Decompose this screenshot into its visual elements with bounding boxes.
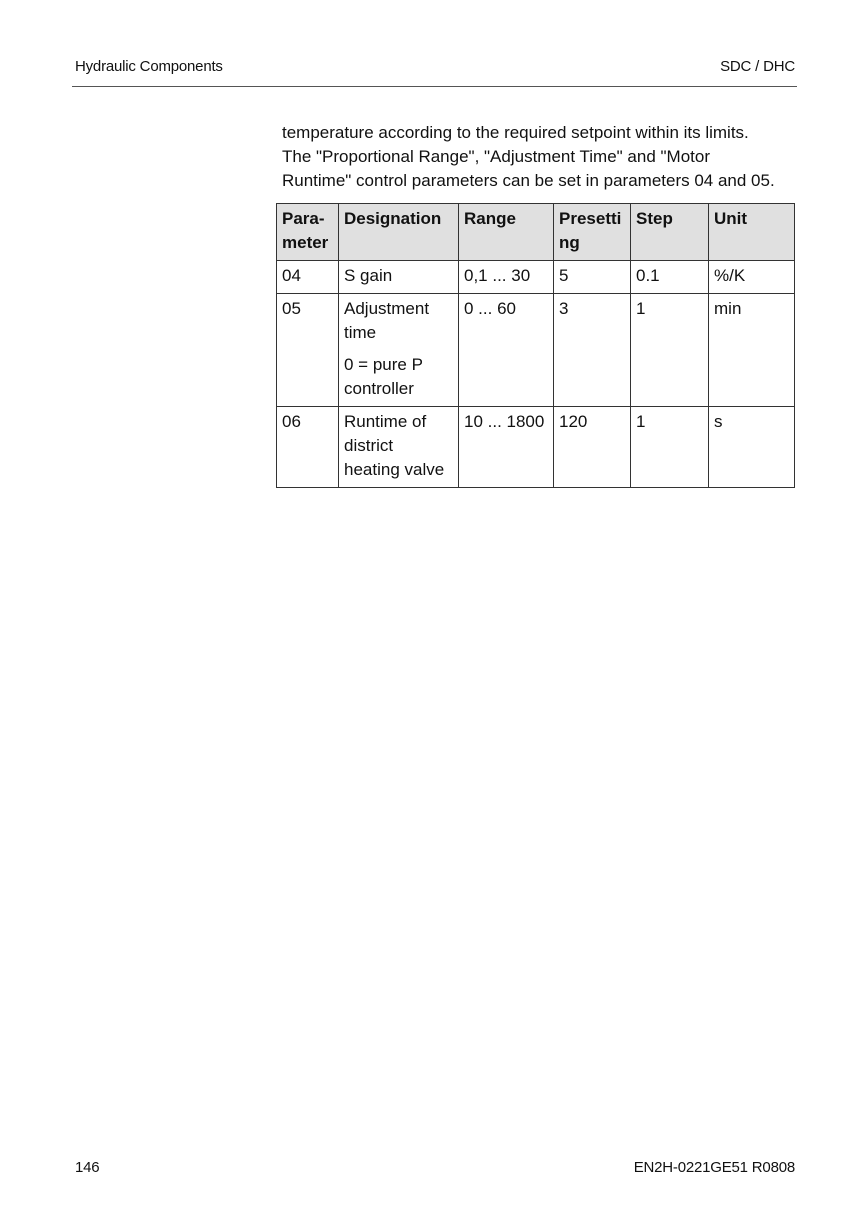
designation-note: 0 = pure P controller [344,355,423,398]
column-header-designation: Designation [339,204,459,261]
cell-step: 1 [631,407,709,488]
body-line: Runtime" control parameters can be set in parameters 04 and 05. [282,171,775,190]
column-header-step: Step [631,204,709,261]
parameter-table [276,203,795,488]
header-section-title: Hydraulic Components [75,58,223,75]
designation-text: Adjustment time [344,299,430,342]
header-divider [72,86,797,87]
cell-parameter: 06 [277,407,339,488]
cell-range: 0 ... 60 [459,294,554,407]
cell-designation [339,261,459,294]
cell-range: 0,1 ... 30 [459,261,554,294]
body-line: temperature according to the required setpoint within its limits. [282,123,749,142]
table-row [277,261,795,294]
cell-presetting: 120 [554,407,631,488]
table-row [277,294,795,407]
cell-unit: s [709,407,795,488]
page-number: 146 [75,1159,100,1176]
column-header-unit: Unit [709,204,795,261]
cell-step: 0.1 [631,261,709,294]
column-header-range: Range [459,204,554,261]
cell-unit: min [709,294,795,407]
document-code: EN2H-0221GE51 R0808 [633,1159,795,1176]
designation-text: Runtime of district heating valve [344,412,445,479]
body-paragraph [282,121,802,193]
table-row [277,407,795,488]
cell-designation [339,407,459,488]
column-header-parameter: Para-meter [277,204,339,261]
cell-designation [339,294,459,407]
cell-range: 10 ... 1800 [459,407,554,488]
designation-text: S gain [344,266,393,285]
body-line: The "Proportional Range", "Adjustment Time" and "Motor [282,147,710,166]
cell-unit: %/K [709,261,795,294]
header-product-code: SDC / DHC [720,58,795,75]
cell-parameter: 04 [277,261,339,294]
cell-parameter: 05 [277,294,339,407]
cell-presetting: 3 [554,294,631,407]
cell-presetting: 5 [554,261,631,294]
cell-step: 1 [631,294,709,407]
column-header-presetting: Presetting [554,204,631,261]
table-header-row [277,204,795,261]
